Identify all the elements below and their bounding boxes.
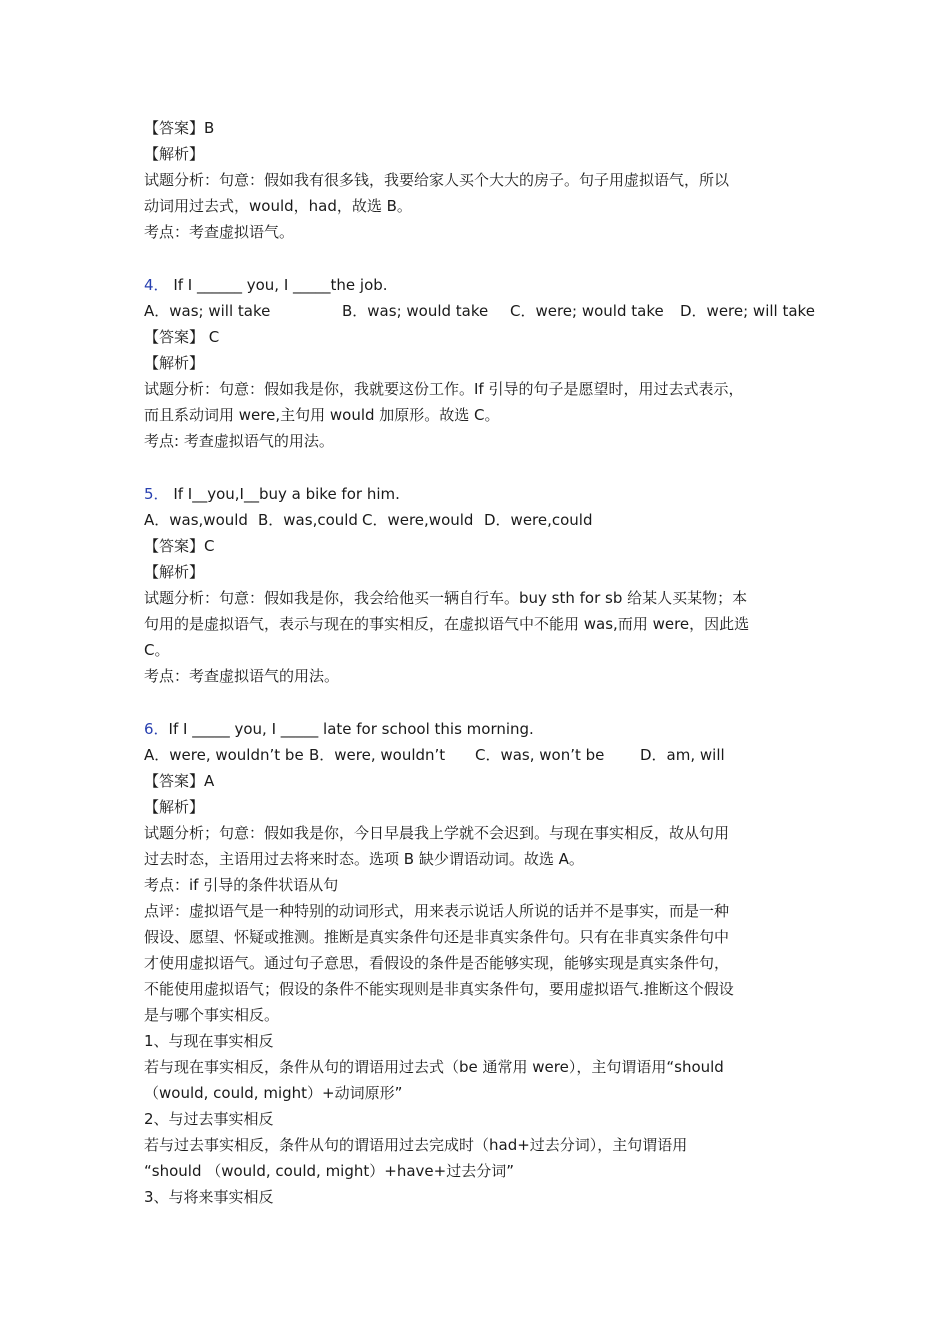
q5-analysis-heading: 【解析】	[144, 563, 205, 581]
q6-comment-line: （would, could, might）+动词原形”	[144, 1084, 403, 1102]
q6-stem-line	[144, 716, 824, 742]
q6-option-c: C．was, won’t be	[475, 746, 605, 764]
q6-point: 考点：if 引导的条件状语从句	[144, 876, 339, 894]
q5-point: 考点：考查虚拟语气的用法。	[144, 667, 340, 685]
q5-option-d: D．were,could	[484, 511, 593, 529]
q4-stem: If I ______ you, I _____the job.	[168, 276, 388, 294]
spacer	[144, 245, 824, 272]
spacer	[144, 454, 824, 481]
q6-comment-line: 若与过去事实相反，条件从句的谓语用过去完成时（had+过去分词），主句谓语用	[144, 1136, 688, 1154]
q4-stem-line	[144, 272, 824, 298]
q6-detail-1: 试题分析；句意：假如我是你，今日早晨我上学就不会迟到。与现在事实相反，故从句用	[144, 824, 730, 842]
q5-options	[144, 507, 824, 533]
q4-option-c: C．were; would take	[510, 302, 664, 320]
q6-answer: 【答案】A	[144, 772, 215, 790]
q6-analysis-heading: 【解析】	[144, 798, 205, 816]
q6-comment-line: 3、与将来事实相反	[144, 1188, 274, 1206]
q4-option-b: B．was; would take	[342, 302, 489, 320]
q5-detail-3: C。	[144, 641, 170, 659]
q3-analysis-heading: 【解析】	[144, 145, 205, 163]
q6-comment-line: 才使用虚拟语气。通过句子意思，看假设的条件是否能够实现，能够实现是真实条件句，	[144, 954, 730, 972]
q6-comment-line: 点评：虚拟语气是一种特别的动词形式，用来表示说话人所说的话并不是事实，而是一种	[144, 902, 730, 920]
q4-number: 4．	[144, 276, 169, 294]
q6-comment-line: 2、与过去事实相反	[144, 1110, 274, 1128]
q4-analysis-heading: 【解析】	[144, 354, 205, 372]
q4-answer: 【答案】 C	[144, 328, 220, 346]
q5-option-c: C．were,would	[362, 511, 474, 529]
q6-comment-line: 假设、愿望、怀疑或推测。推断是真实条件句还是非真实条件句。只有在非真实条件句中	[144, 928, 730, 946]
q6-option-a: A．were, wouldn’t be	[144, 746, 304, 764]
q6-stem: If I _____ you, I _____ late for school this morning.	[168, 720, 534, 738]
q3-point: 考点：考查虚拟语气。	[144, 223, 295, 241]
q4-detail-2: 而且系动词用 were,主句用 would 加原形。故选 C。	[144, 406, 500, 424]
q5-option-b: B．was,could	[258, 511, 358, 529]
q6-comment-line: 不能使用虚拟语气；假设的条件不能实现则是非真实条件句，要用虚拟语气.推断这个假设	[144, 980, 734, 998]
q5-detail-1: 试题分析：句意：假如我是你，我会给他买一辆自行车。buy sth for sb 给某人买某物；本	[144, 589, 748, 607]
q6-comment-line: 若与现在事实相反，条件从句的谓语用过去式（be 通常用 were），主句谓语用“should	[144, 1058, 724, 1076]
q3-detail-2: 动词用过去式，would，had，故选 B。	[144, 197, 412, 215]
q6-options	[144, 742, 824, 768]
q6-option-d: D．am, will	[640, 746, 725, 764]
q6-comment-line: 1、与现在事实相反	[144, 1032, 274, 1050]
q4-point: 考点: 考查虚拟语气的用法。	[144, 432, 334, 450]
q5-option-a: A．was,would	[144, 511, 248, 529]
q6-number: 6．	[144, 720, 169, 738]
q6-detail-2: 过去时态，主语用过去将来时态。选项 B 缺少谓语动词。故选 A。	[144, 850, 584, 868]
q6-option-b: B．were, wouldn’t	[309, 746, 446, 764]
document-page	[144, 115, 824, 1210]
q5-detail-2: 句用的是虚拟语气，表示与现在的事实相反，在虚拟语气中不能用 was,而用 were，因此选	[144, 615, 750, 633]
q3-detail-1: 试题分析：句意：假如我有很多钱，我要给家人买个大大的房子。句子用虚拟语气，所以	[144, 171, 730, 189]
q4-option-d: D．were; will take	[680, 302, 815, 320]
q5-stem-line	[144, 481, 824, 507]
q6-comment-line: 是与哪个事实相反。	[144, 1006, 280, 1024]
q3-answer: 【答案】B	[144, 119, 215, 137]
q5-stem: If I__you,I__buy a bike for him.	[168, 485, 400, 503]
q4-options	[144, 298, 824, 324]
spacer	[144, 689, 824, 716]
q5-answer: 【答案】C	[144, 537, 215, 555]
q5-number: 5．	[144, 485, 169, 503]
q6-comment-line: “should （would, could, might）+have+过去分词”	[144, 1162, 514, 1180]
q4-detail-1: 试题分析：句意：假如我是你，我就要这份工作。If 引导的句子是愿望时，用过去式表示，	[144, 380, 744, 398]
q4-option-a: A．was; will take	[144, 302, 271, 320]
